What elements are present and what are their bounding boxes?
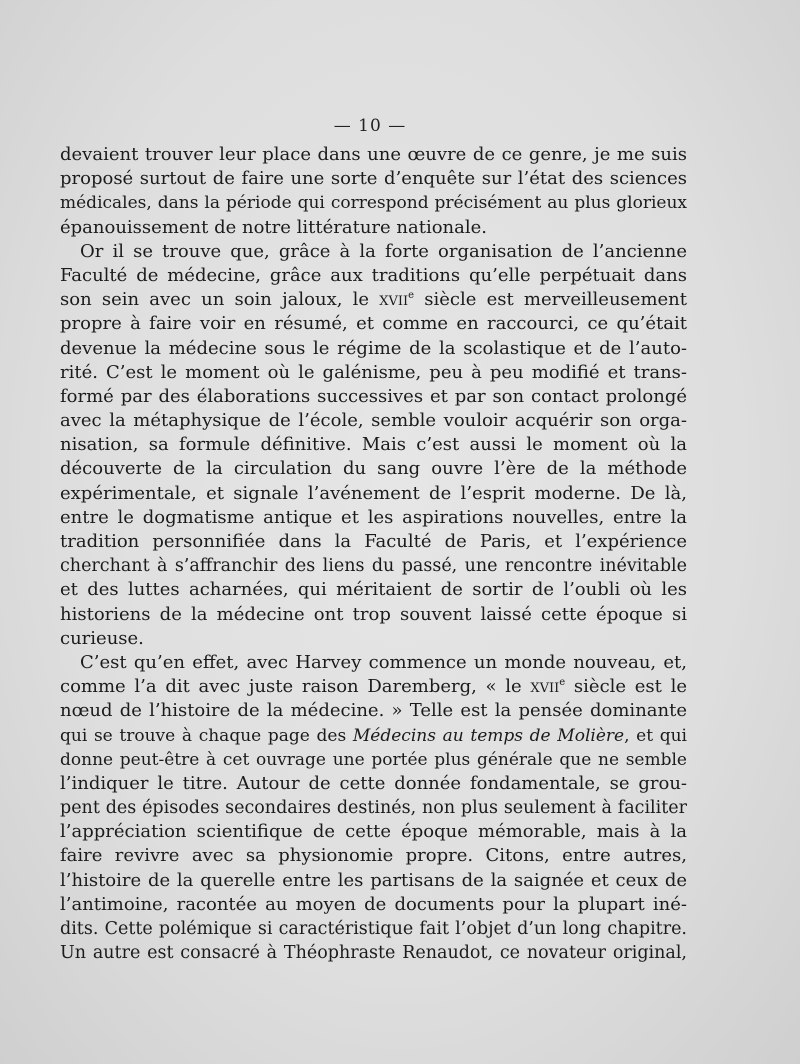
page-number: — 10 — [333,116,407,136]
text-line: l’histoire de la querelle entre les partisans de la saignée et ceux de [60,869,687,891]
text-line: entre le dogmatisme antique et les aspirations nouvelles, entre la [60,506,687,528]
text-line: découverte de la circulation du sang ouvre l’ère de la méthode [60,458,687,480]
text-line: expérimentale, et signale l’avénement de l’esprit moderne. De là, [60,482,687,504]
text-line: Or il se trouve que, grâce à la forte organisation de l’ancienne [80,240,687,262]
text-line: tradition personnifiée dans la Faculté de Paris, et l’expérience [60,531,687,552]
text-line: historiens de la médecine ont trop souvent laissé cette époque si [60,603,687,625]
text-line [60,675,687,699]
text-fragment: siècle est le [565,676,687,698]
century-numeral: xvii [530,676,560,698]
text-line: Un autre est consacré à Théophraste Renaudot, ce novateur original, [60,943,687,964]
text-line: C’est qu’en effet, avec Harvey commence un monde nouveau, et, [80,651,687,673]
text-line: l’appréciation scientifique de cette époque mémorable, mais à la [60,821,687,843]
text-line: devaient trouver leur place dans une œuvre de ce genre, je me suis [60,144,687,165]
text-line: Faculté de médecine, grâce aux traditions qu’elle perpétuait dans [60,264,687,286]
text-line: propre à faire voir en résumé, et comme en raccourci, ce qu’était [60,313,687,335]
century-numeral: xvii [379,289,409,311]
text-line: l’antimoine, racontée au moyen de documents pour la plupart iné- [60,893,687,915]
superscript: e [408,290,415,302]
text-line: curieuse. [60,627,144,649]
text-line: avec la métaphysique de l’école, semble vouloir acquérir son orga- [60,410,687,432]
text-fragment: siècle est merveilleusement [414,289,687,311]
text-line: épanouissement de notre littérature nationale. [60,216,487,238]
text-fragment: son sein avec un soin jaloux, le [60,289,380,311]
text-line: nœud de l’histoire de la médecine. » Telle est la pensée dominante [60,700,687,722]
text-line [60,288,687,312]
body-text [60,143,687,965]
text-line: rité. C’est le moment où le galénisme, peu à peu modifié et trans- [60,361,687,383]
text-fragment: , et qui [624,725,687,746]
text-line: proposé surtout de faire une sorte d’enquête sur l’état des sciences [60,168,687,190]
text-line: dits. Cette polémique si caractéristique fait l’objet d’un long chapitre. [60,919,687,939]
text-line: donne peut-être à cet ouvrage une portée plus générale que ne semble [60,749,687,770]
text-line: nisation, sa formule définitive. Mais c’est aussi le moment où la [60,434,687,456]
text-line: pent des épisodes secondaires destinés, non plus seulement à faciliter [60,798,687,819]
text-line: formé par des élaborations successives et par son contact prolongé [60,385,687,407]
text-line: médicales, dans la période qui correspond précisément au plus glorieux [60,193,687,214]
superscript: e [559,677,566,689]
text-fragment: comme l’a dit avec juste raison Daremberg, « le [60,676,531,698]
text-line: cherchant à s’affranchir des liens du passé, une rencontre inévitable [60,556,687,577]
text-line: faire revivre avec sa physionomie propre. Citons, entre autres, [60,845,687,867]
text-fragment: qui se trouve à chaque page des [60,725,353,746]
text-line: devenue la médecine sous le régime de la scolastique et de l’auto- [60,337,687,359]
text-line: et des luttes acharnées, qui méritaient de sortir de l’oubli où les [60,579,687,601]
text-line: l’indiquer le titre. Autour de cette donnée fondamentale, se grou- [60,772,687,794]
text-line [60,724,687,748]
book-title: Médecins au temps de Molière [352,725,625,746]
